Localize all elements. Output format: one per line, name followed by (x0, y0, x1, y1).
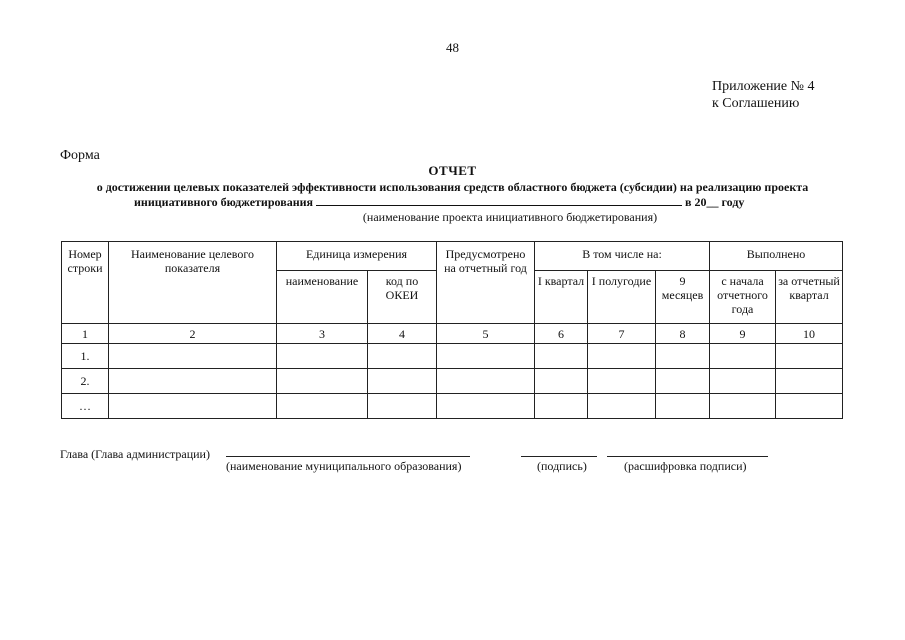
table-cell[interactable] (277, 344, 368, 369)
column-number: 3 (277, 324, 368, 344)
municipality-hint: (наименование муниципального образования) (226, 459, 462, 473)
table-cell[interactable] (656, 394, 710, 419)
signature-line[interactable] (521, 456, 597, 457)
report-subtitle-line-1: о достижении целевых показателей эффективности использования средств областного бюджета (субсидии) на реализацию проекта (96, 180, 809, 194)
table-cell[interactable] (277, 369, 368, 394)
header-since-start: с начала отчетного года (710, 271, 776, 324)
header-nine-months: 9 месяцев (656, 271, 710, 324)
report-title: ОТЧЕТ (428, 163, 477, 178)
project-name-hint: (наименование проекта инициативного бюджетирования) (362, 210, 658, 224)
column-number: 2 (109, 324, 277, 344)
row-number: 2. (62, 369, 109, 394)
header-unit-okei: код по ОКЕИ (368, 271, 437, 324)
table-cell[interactable] (710, 394, 776, 419)
table-cell[interactable] (535, 344, 588, 369)
header-row-number: Номер строки (62, 242, 109, 324)
column-numbers-row (62, 324, 843, 344)
column-number: 7 (588, 324, 656, 344)
table-cell[interactable] (535, 394, 588, 419)
indicators-table (61, 241, 843, 419)
table-cell[interactable] (368, 369, 437, 394)
table-row (62, 394, 843, 419)
appendix-block (712, 78, 815, 112)
header-row-1 (62, 242, 843, 271)
municipality-line[interactable] (226, 456, 470, 457)
table-cell[interactable] (437, 344, 535, 369)
appendix-line-2: к Соглашению (712, 96, 800, 111)
table-cell[interactable] (588, 344, 656, 369)
decoding-line[interactable] (607, 456, 768, 457)
column-number: 10 (776, 324, 843, 344)
report-subtitle-line-2 (134, 195, 744, 210)
column-number: 1 (62, 324, 109, 344)
table-row (62, 344, 843, 369)
row-number: … (62, 394, 109, 419)
table-cell[interactable] (535, 369, 588, 394)
row-number: 1. (62, 344, 109, 369)
table-cell[interactable] (109, 369, 277, 394)
header-completed: Выполнено (710, 242, 843, 271)
table-cell[interactable] (710, 344, 776, 369)
table-cell[interactable] (656, 344, 710, 369)
appendix-line-1: Приложение № 4 (712, 79, 815, 94)
header-q1: I квартал (535, 271, 588, 324)
table-row (62, 369, 843, 394)
table-cell[interactable] (437, 394, 535, 419)
table-cell[interactable] (710, 369, 776, 394)
decoding-hint: (расшифровка подписи) (624, 459, 747, 473)
header-indicator-name: Наименование целевого показателя (109, 242, 277, 324)
header-unit-name: наименование (277, 271, 368, 324)
table-cell[interactable] (368, 394, 437, 419)
table-cell[interactable] (776, 344, 843, 369)
column-number: 9 (710, 324, 776, 344)
header-half-year: I полугодие (588, 271, 656, 324)
table-cell[interactable] (776, 394, 843, 419)
table-cell[interactable] (776, 369, 843, 394)
table-cell[interactable] (588, 394, 656, 419)
table-cell[interactable] (109, 394, 277, 419)
subtitle-end: в 20__ году (685, 195, 745, 209)
signature-label: Глава (Глава администрации) (60, 447, 210, 461)
project-name-blank[interactable] (316, 195, 682, 206)
signature-hint: (подпись) (537, 459, 587, 473)
table-cell[interactable] (588, 369, 656, 394)
subtitle-start: инициативного бюджетирования (134, 195, 314, 209)
column-number: 4 (368, 324, 437, 344)
page-number: 48 (446, 40, 459, 55)
header-planned: Предусмотрено на отчетный год (437, 242, 535, 324)
header-including: В том числе на: (535, 242, 710, 271)
table-cell[interactable] (277, 394, 368, 419)
column-number: 8 (656, 324, 710, 344)
table-cell[interactable] (437, 369, 535, 394)
column-number: 6 (535, 324, 588, 344)
table-cell[interactable] (368, 344, 437, 369)
header-for-quarter: за отчетный квартал (776, 271, 843, 324)
form-label: Форма (60, 148, 100, 163)
header-unit: Единица измерения (277, 242, 437, 271)
column-number: 5 (437, 324, 535, 344)
table-cell[interactable] (656, 369, 710, 394)
table-cell[interactable] (109, 344, 277, 369)
